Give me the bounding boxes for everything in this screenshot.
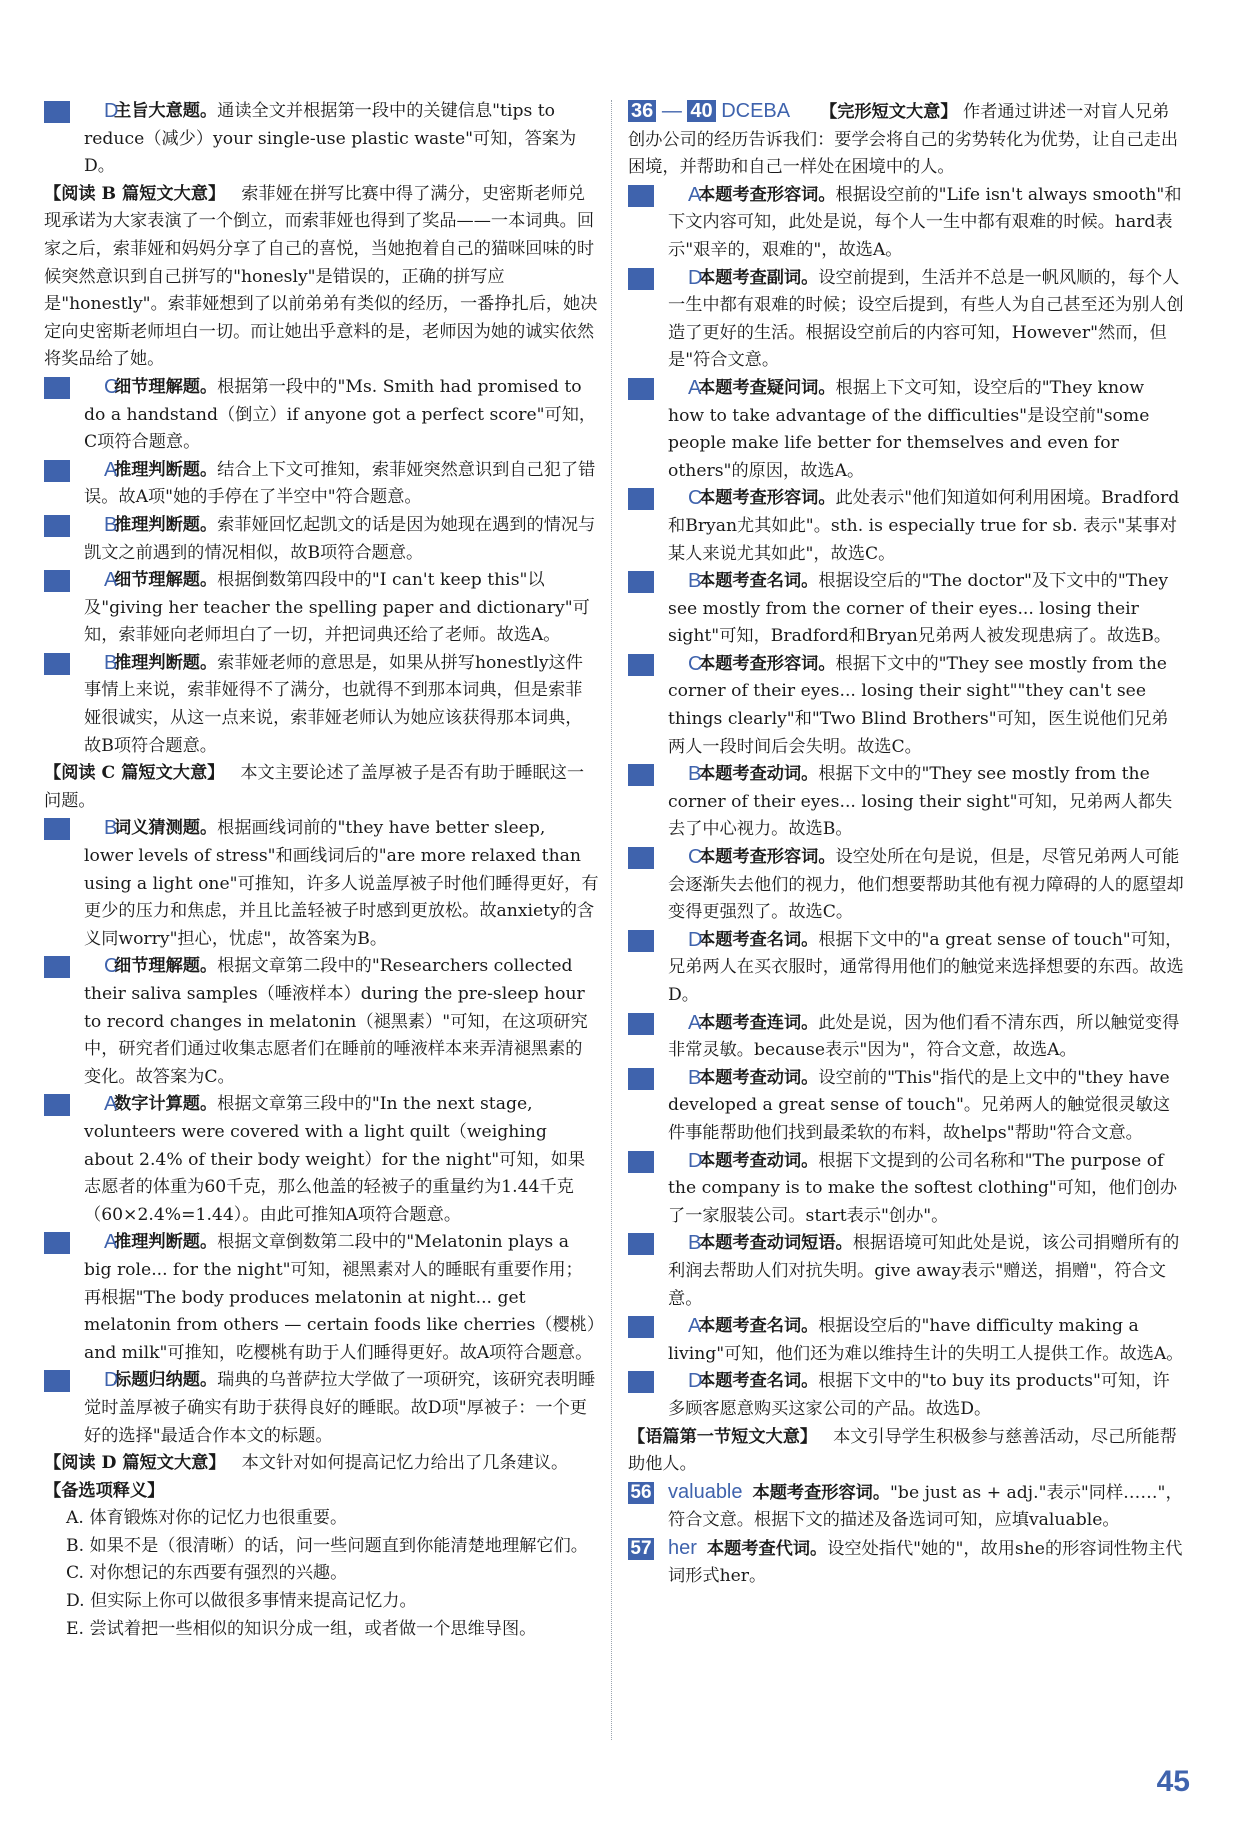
answer-letter: B	[688, 763, 702, 786]
explanation-text: 设空处指代"她的"，故用she的形容词性物主代词形式her。	[668, 1538, 1183, 1587]
question-type: 本题考查动词。	[698, 1067, 819, 1088]
question-type: 本题考查动词短语。	[698, 1233, 853, 1254]
question-type: 本题考查连词。	[698, 1012, 819, 1033]
range-end-badge: 40	[687, 100, 715, 122]
question-number-badge: 42	[628, 268, 654, 290]
explanation-text: 结合上下文可推知，索菲娅突然意识到自己犯了错误。故A项"她的手停在了半空中"符合题意。	[84, 459, 596, 508]
question-number-badge: 50	[628, 1013, 654, 1035]
question-number-badge: 54	[628, 1316, 654, 1338]
question-type: 细节理解题。	[114, 570, 218, 591]
answer-item	[628, 1535, 1184, 1591]
answer-item	[44, 98, 599, 181]
question-type: 本题考查形容词。	[752, 1482, 891, 1503]
answer-item	[628, 182, 1184, 265]
question-number-badge: 25	[44, 101, 70, 123]
answer-item	[628, 265, 1184, 375]
explanation-text: 根据文章第三段中的"In the next stage, volunteers were covered with a light quilt（weighing about 2.4% of their body weight）for the night"可知，如果志愿者的体重为60千克，那么他盖的轻被子的重量约为1.44千克（60×2.4%=1.44）。由此可推知A项符合题意。	[84, 1094, 586, 1225]
question-number-badge: 47	[628, 764, 654, 786]
answer-letter: A	[104, 1231, 118, 1254]
answer-item	[628, 927, 1184, 1010]
summary-title: 【阅读 B 篇短文大意】	[44, 183, 226, 204]
explanation-text: 索菲娅回忆起凯文的话是因为她现在遇到的情况与凯文之前遇到的情况相似，故B项符合题意。	[84, 514, 596, 563]
explanation-text: 此处是说，因为他们看不清东西，所以触觉变得非常灵敏。because表示"因为"，符合文意，故选A。	[668, 1012, 1180, 1061]
answer-item	[628, 1230, 1184, 1313]
option-item: B. 如果不是（很清晰）的话，问一些问题直到你能清楚地理解它们。	[66, 1535, 588, 1556]
summary-text: 本文引导学生积极参与慈善活动，尽己所能帮助他人。	[628, 1426, 1177, 1475]
answer-letter: B	[688, 1066, 702, 1089]
answer-letter: D	[104, 100, 119, 122]
answer-item	[44, 650, 599, 760]
question-number-badge: 44	[628, 488, 654, 510]
option-item: E. 尝试着把一些相似的知识分成一组，或者做一个思维导图。	[66, 1618, 537, 1639]
explanation-text: 设空前的"This"指代的是上文中的"they have developed a great sense of touch"。兄弟两人的触觉很灵敏这件事能帮助他们找到最柔软的布料，故helps"帮助"符合文意。	[668, 1067, 1171, 1143]
answer-item	[628, 485, 1184, 568]
question-type: 本题考查形容词。	[698, 184, 836, 205]
explanation-text: 根据下文中的"to buy its products"可知，许多顾客愿意购买这家公司的产品。故选D。	[668, 1371, 1170, 1419]
question-number-badge: 26	[44, 377, 70, 399]
question-number-badge: 55	[628, 1371, 654, 1393]
answer-item	[628, 1010, 1184, 1065]
question-type: 本题考查形容词。	[698, 488, 836, 509]
explanation-text: 通读全文并根据第一段中的关键信息"tips to reduce（减少）your single-use plastic waste"可知，答案为D。	[84, 101, 577, 177]
options-heading: 【备选项释义】	[44, 1480, 165, 1501]
answer-item	[628, 1368, 1184, 1423]
question-number-badge: 46	[628, 654, 654, 676]
explanation-text: 根据第一段中的"Ms. Smith had promised to do a handstand（倒立）if anyone got a perfect score"可知，C项符合题意。	[84, 376, 597, 453]
answer-letter: A	[688, 1315, 702, 1338]
answer-item	[44, 457, 599, 512]
explanation-text: 根据画线词前的"they have better sleep, lower levels of stress"和画线词后的"are more relaxed than using a light one"可推知，许多人说盖厚被子时他们睡得更好，有更少的压力和焦虑，并且比盖轻被子时感到更放松。故anxiety的含义同worry"担心，忧虑"，故答案为B。	[84, 818, 599, 949]
answer-letter: A	[688, 376, 702, 399]
question-number-badge: 28	[44, 515, 70, 537]
right-column	[628, 98, 1184, 1591]
answer-letter: B	[104, 513, 118, 536]
question-number-badge: 30	[44, 653, 70, 675]
answer-item	[44, 512, 599, 567]
option-item: A. 体育锻炼对你的记忆力也很重要。	[66, 1508, 348, 1529]
question-number-badge: 48	[628, 847, 654, 869]
explanation-text: 根据设空后的"The doctor"及下文中的"They see mostly from the corner of their eyes... losing their sight"可知，Bradford和Bryan兄弟两人被发现患病了。故选B。	[668, 571, 1172, 647]
question-type: 细节理解题。	[114, 956, 218, 977]
answer-item	[628, 844, 1184, 927]
option-item: D. 但实际上你可以做很多事情来提高记忆力。	[66, 1591, 417, 1612]
answer-item	[628, 568, 1184, 651]
range-start-badge: 36	[628, 100, 656, 122]
question-number-badge: 33	[44, 1094, 70, 1116]
question-number-badge: 53	[628, 1233, 654, 1255]
answer-letter: B	[104, 651, 118, 674]
question-number-badge: 51	[628, 1068, 654, 1090]
explanation-text: 根据文章第二段中的"Researchers collected their saliva samples（唾液样本）during the pre-sleep hour to record changes in melatonin（褪黑素）"可知，在这项研究中，研究者们通过收集志愿者们在睡前的唾液样本来弄清褪黑素的变化。故答案为C。	[84, 956, 588, 1087]
summary-title: 【语篇第一节短文大意】	[628, 1426, 818, 1447]
explanation-text: 此处表示"他们知道如何利用困境。Bradford和Bryan尤其如此"。sth. is especially true for sb. 表示"某事对某人来说尤其如此"，故选C。	[668, 488, 1180, 564]
answer-letter: D	[104, 1369, 119, 1392]
answer-item	[44, 374, 599, 457]
cloze-answer-range	[628, 98, 1184, 182]
answer-word: her	[668, 1536, 697, 1559]
cloze-summary-text: 作者通过讲述一对盲人兄弟创办公司的经历告诉我们：要学会将自己的劣势转化为优势，让自己走出困境，并帮助和自己一样处在困境中的人。	[628, 102, 1179, 178]
answer-item	[628, 761, 1184, 844]
explanation-text: 根据倒数第四段中的"I can't keep this"以及"giving her teacher the spelling paper and dictionary"可知，索菲娅向老师坦白了一切，并把词典还给了老师。故选A。	[84, 570, 590, 646]
summary-title: 【阅读 D 篇短文大意】	[44, 1453, 226, 1474]
answer-letter: D	[688, 928, 703, 951]
explanation-text: 根据设空后的"have difficulty making a living"可知，他们还为难以维持生计的失明工人提供工作。故选A。	[668, 1316, 1184, 1364]
answer-letter: C	[104, 955, 119, 978]
question-type: 词义猜测题。	[114, 818, 218, 839]
page-number: 45	[1156, 1765, 1190, 1798]
answer-item	[44, 567, 599, 650]
explanation-text: 索菲娅老师的意思是，如果从拼写honestly这件事情上来说，索菲娅得不了满分，也就得不到那本词典，但是索菲娅很诚实，从这一点来说，索菲娅老师认为她应该获得那本词典，故B项符合题意。	[84, 652, 583, 756]
explanation-text: 根据下文中的"They see mostly from the corner of their eyes... losing their sight"可知，兄弟两人都失去了中心视力。故选B。	[668, 764, 1173, 840]
answer-letter: D	[688, 266, 703, 289]
question-number-badge: 27	[44, 460, 70, 482]
answer-letter: D	[688, 1370, 703, 1393]
question-number-badge: 57	[628, 1538, 654, 1560]
question-number-badge: 49	[628, 930, 654, 952]
question-number-badge: 35	[44, 1370, 70, 1392]
summary-text: 本文主要论述了盖厚被子是否有助于睡眠这一问题。	[44, 763, 585, 811]
question-type: 本题考查副词。	[698, 267, 819, 288]
question-type: 推理判断题。	[114, 459, 218, 480]
question-number-badge: 32	[44, 956, 70, 978]
question-number-badge: 43	[628, 378, 654, 400]
explanation-text: 根据上下文可知，设空后的"They know how to take advantage of the difficulties"是设空前"some people make life better for themselves and even for others"的原因，故选A。	[668, 377, 1150, 481]
answer-letter: A	[104, 1093, 118, 1116]
answer-item	[44, 1367, 599, 1450]
passage-summary	[44, 181, 599, 374]
question-type: 推理判断题。	[114, 514, 218, 535]
question-type: 细节理解题。	[114, 376, 218, 397]
summary-title: 【阅读 C 篇短文大意】	[44, 763, 225, 784]
question-number-badge: 41	[628, 185, 654, 207]
question-type: 本题考查形容词。	[698, 653, 836, 674]
question-type: 标题归纳题。	[114, 1370, 218, 1391]
summary-text: 本文针对如何提高记忆力给出了几条建议。	[241, 1453, 569, 1474]
explanation-text: 根据文章倒数第二段中的"Melatonin plays a big role... for the night"可知，褪黑素对人的睡眠有重要作用；再根据"The body produces melatonin at night... get melatonin from others — certain foods like cherries（樱桃）and milk"可推知，吃樱桃有助于人们睡得更好。故A项符合题意。	[84, 1232, 596, 1363]
question-type: 数字计算题。	[114, 1094, 218, 1115]
passage-summary	[628, 1424, 1184, 1479]
answer-letter: A	[104, 458, 118, 481]
summary-text: 索菲娅在拼写比赛中得了满分，史密斯老师兑现承诺为大家表演了一个倒立，而索菲娅也得到了奖品——一本词典。回家之后，索菲娅和妈妈分享了自己的喜悦，当她抱着自己的猫咪回味的时候突然意识到自己拼写的"honesly"是错误的，正确的拼写应是"honestly"。索菲娅想到了以前弟弟有类似的经历，一番挣扎后，她决定向史密斯老师坦白一切。而让她出乎意料的是，老师因为她的诚实依然将奖品给了她。	[44, 183, 598, 370]
question-type: 本题考查动词。	[698, 764, 819, 785]
answer-item	[628, 1148, 1184, 1231]
answer-letter: A	[688, 1011, 702, 1034]
question-type: 主旨大意题。	[114, 101, 218, 121]
explanation-text: "be just as + adj."表示"同样……"，符合文意。根据下文的描述及备选词可知，应填valuable。	[668, 1482, 1183, 1531]
question-type: 本题考查动词。	[698, 1150, 819, 1171]
question-type: 本题考查名词。	[698, 1316, 819, 1337]
question-number-badge: 29	[44, 570, 70, 592]
answer-letter: D	[688, 1149, 703, 1172]
question-number-badge: 31	[44, 818, 70, 840]
answer-letter: C	[104, 375, 119, 398]
range-answers: DCEBA	[721, 100, 789, 122]
question-type: 本题考查疑问词。	[698, 377, 836, 398]
question-number-badge: 45	[628, 571, 654, 593]
range-dash: —	[661, 100, 682, 122]
explanation-text: 根据设空前的"Life isn't always smooth"和下文内容可知，此处是说，每个人一生中都有艰难的时候。hard表示"艰辛的，艰难的"，故选A。	[668, 184, 1182, 260]
answer-item	[628, 1479, 1184, 1535]
answer-letter: B	[104, 817, 118, 840]
question-type: 本题考查代词。	[706, 1538, 828, 1559]
answer-letter: C	[688, 652, 703, 675]
explanation-text: 根据下文提到的公司名称和"The purpose of the company is to make the softest clothing"可知，他们创办了一家服装公司。start表示"创办"。	[668, 1150, 1178, 1226]
answer-letter: C	[688, 846, 703, 869]
question-type: 本题考查名词。	[698, 929, 819, 950]
question-number-badge: 52	[628, 1151, 654, 1173]
answer-letter: B	[688, 1232, 702, 1255]
answer-item	[628, 1313, 1184, 1368]
passage-summary	[44, 760, 599, 815]
passage-summary	[44, 1450, 599, 1478]
question-type: 本题考查名词。	[698, 1371, 819, 1392]
question-number-badge: 56	[628, 1482, 654, 1504]
left-column	[44, 98, 599, 1643]
explanation-text: 设空前提到，生活并不总是一帆风顺的，每个人一生中都有艰难的时候；设空后提到，有些人为自己甚至还为别人创造了更好的生活。根据设空前后的内容可知，However"然而，但是"符合文意。	[668, 267, 1184, 371]
answer-item	[44, 953, 599, 1091]
answer-item	[44, 815, 599, 953]
explanation-text: 瑞典的乌普萨拉大学做了一项研究，该研究表明睡觉时盖厚被子确实有助于获得良好的睡眠。故D项"厚被子：一个更好的选择"最适合作本文的标题。	[84, 1370, 596, 1446]
answer-letter: A	[688, 183, 702, 206]
option-item: C. 对你想记的东西要有强烈的兴趣。	[66, 1563, 348, 1584]
answer-letter: B	[688, 570, 702, 593]
answer-word: valuable	[668, 1480, 743, 1503]
answer-letter: A	[104, 569, 118, 592]
answer-item	[628, 1065, 1184, 1148]
question-type: 本题考查名词。	[698, 571, 819, 592]
answer-item	[44, 1229, 599, 1367]
column-divider	[611, 100, 612, 1740]
question-type: 本题考查形容词。	[698, 847, 836, 868]
answer-letter: C	[688, 487, 703, 510]
cloze-summary-title: 【完形短文大意】	[820, 102, 958, 122]
answer-item	[628, 375, 1184, 485]
explanation-text: 根据下文中的"a great sense of touch"可知，兄弟两人在买衣服时，通常得用他们的触觉来选择想要的东西。故选D。	[668, 929, 1184, 1005]
question-type: 推理判断题。	[114, 1232, 218, 1253]
answer-item	[628, 651, 1184, 761]
question-number-badge: 34	[44, 1232, 70, 1254]
question-type: 推理判断题。	[114, 652, 218, 673]
explanation-text: 根据下文中的"They see mostly from the corner of their eyes... losing their sight""they can't see things clearly"和"Two Blind Brothers"可知，医生说他们兄弟两人一段时间后会失明。故选C。	[668, 653, 1169, 757]
answer-item	[44, 1091, 599, 1229]
explanation-text: 设空处所在句是说，但是，尽管兄弟两人可能会逐渐失去他们的视力，他们想要帮助其他有视力障碍的人的愿望却变得更强烈了。故选C。	[668, 847, 1184, 923]
explanation-text: 根据语境可知此处是说，该公司捐赠所有的利润去帮助人们对抗失明。give away表示"赠送，捐赠"，符合文意。	[668, 1233, 1180, 1309]
